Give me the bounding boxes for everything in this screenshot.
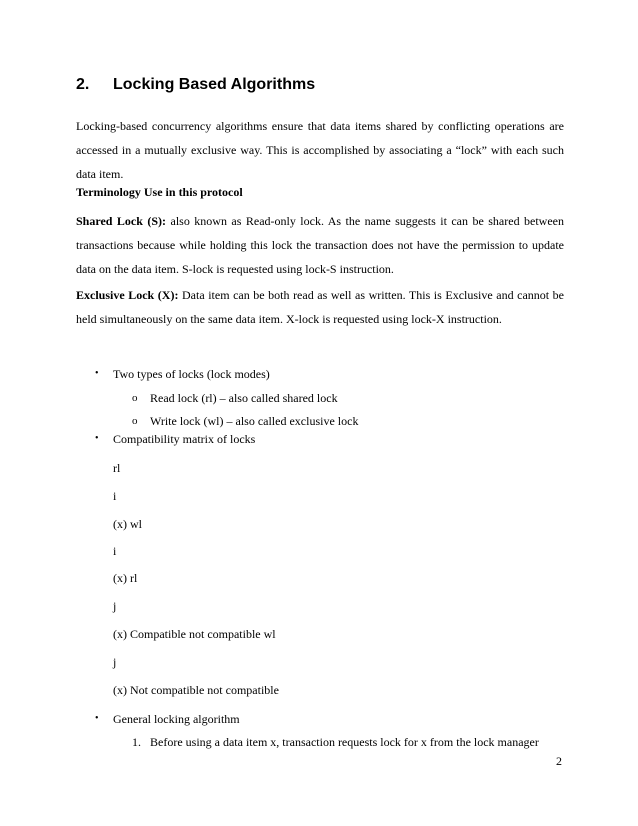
matrix-line: (x) wl — [113, 517, 142, 531]
matrix-line: (x) Compatible not compatible wl — [113, 627, 276, 641]
matrix-line: i — [113, 489, 117, 503]
shared-lock-text: also known as Read-only lock. As the name suggests it can be shared between transactions because while holding this lock the transaction does not have the permission to update data on the data item. S-lock is requested using lock-S instruction. — [76, 214, 565, 276]
terminology-heading: Terminology Use in this protocol — [76, 185, 243, 199]
exclusive-lock-paragraph — [76, 283, 564, 331]
matrix-line: (x) rl — [113, 571, 138, 585]
write-lock-item: Write lock (wl) – also called exclusive lock — [150, 414, 359, 428]
intro-paragraph: Locking-based concurrency algorithms ensure that data items shared by conflicting operations are accessed in a mutually exclusive way. This is accomplished by associating a “lock” with each such data item. — [76, 119, 564, 181]
page-number: 2 — [556, 754, 562, 768]
matrix-line: j — [113, 655, 117, 669]
section-heading — [76, 76, 315, 94]
bullet-marker: • — [95, 368, 99, 379]
bullet-marker: • — [95, 433, 99, 444]
matrix-line: i — [113, 544, 117, 558]
shared-lock-paragraph — [76, 209, 564, 281]
matrix-line: rl — [113, 461, 121, 475]
general-algorithm-item: General locking algorithm — [113, 712, 240, 726]
matrix-line: j — [113, 599, 117, 613]
algorithm-step-text: Before using a data item x, transaction requests lock for x from the lock manager — [150, 735, 539, 749]
algorithm-step-number: 1. — [132, 735, 141, 749]
bullet-marker: • — [95, 713, 99, 724]
sub-bullet-marker: o — [132, 415, 138, 427]
exclusive-lock-term: Exclusive Lock (X): — [76, 288, 179, 302]
read-lock-item: Read lock (rl) – also called shared lock — [150, 391, 338, 405]
matrix-line: (x) Not compatible not compatible — [113, 683, 279, 697]
section-title: Locking Based Algorithms — [113, 76, 316, 93]
sub-bullet-marker: o — [132, 392, 138, 404]
section-number: 2. — [76, 76, 90, 93]
shared-lock-term: Shared Lock (S): — [76, 214, 167, 228]
lock-types-item: Two types of locks (lock modes) — [113, 367, 270, 381]
compat-matrix-item: Compatibility matrix of locks — [113, 432, 256, 446]
exclusive-lock-text: Data item can be both read as well as written. This is Exclusive and cannot be held simultaneously on the same data item. X-lock is requested using lock-X instruction. — [76, 288, 564, 326]
